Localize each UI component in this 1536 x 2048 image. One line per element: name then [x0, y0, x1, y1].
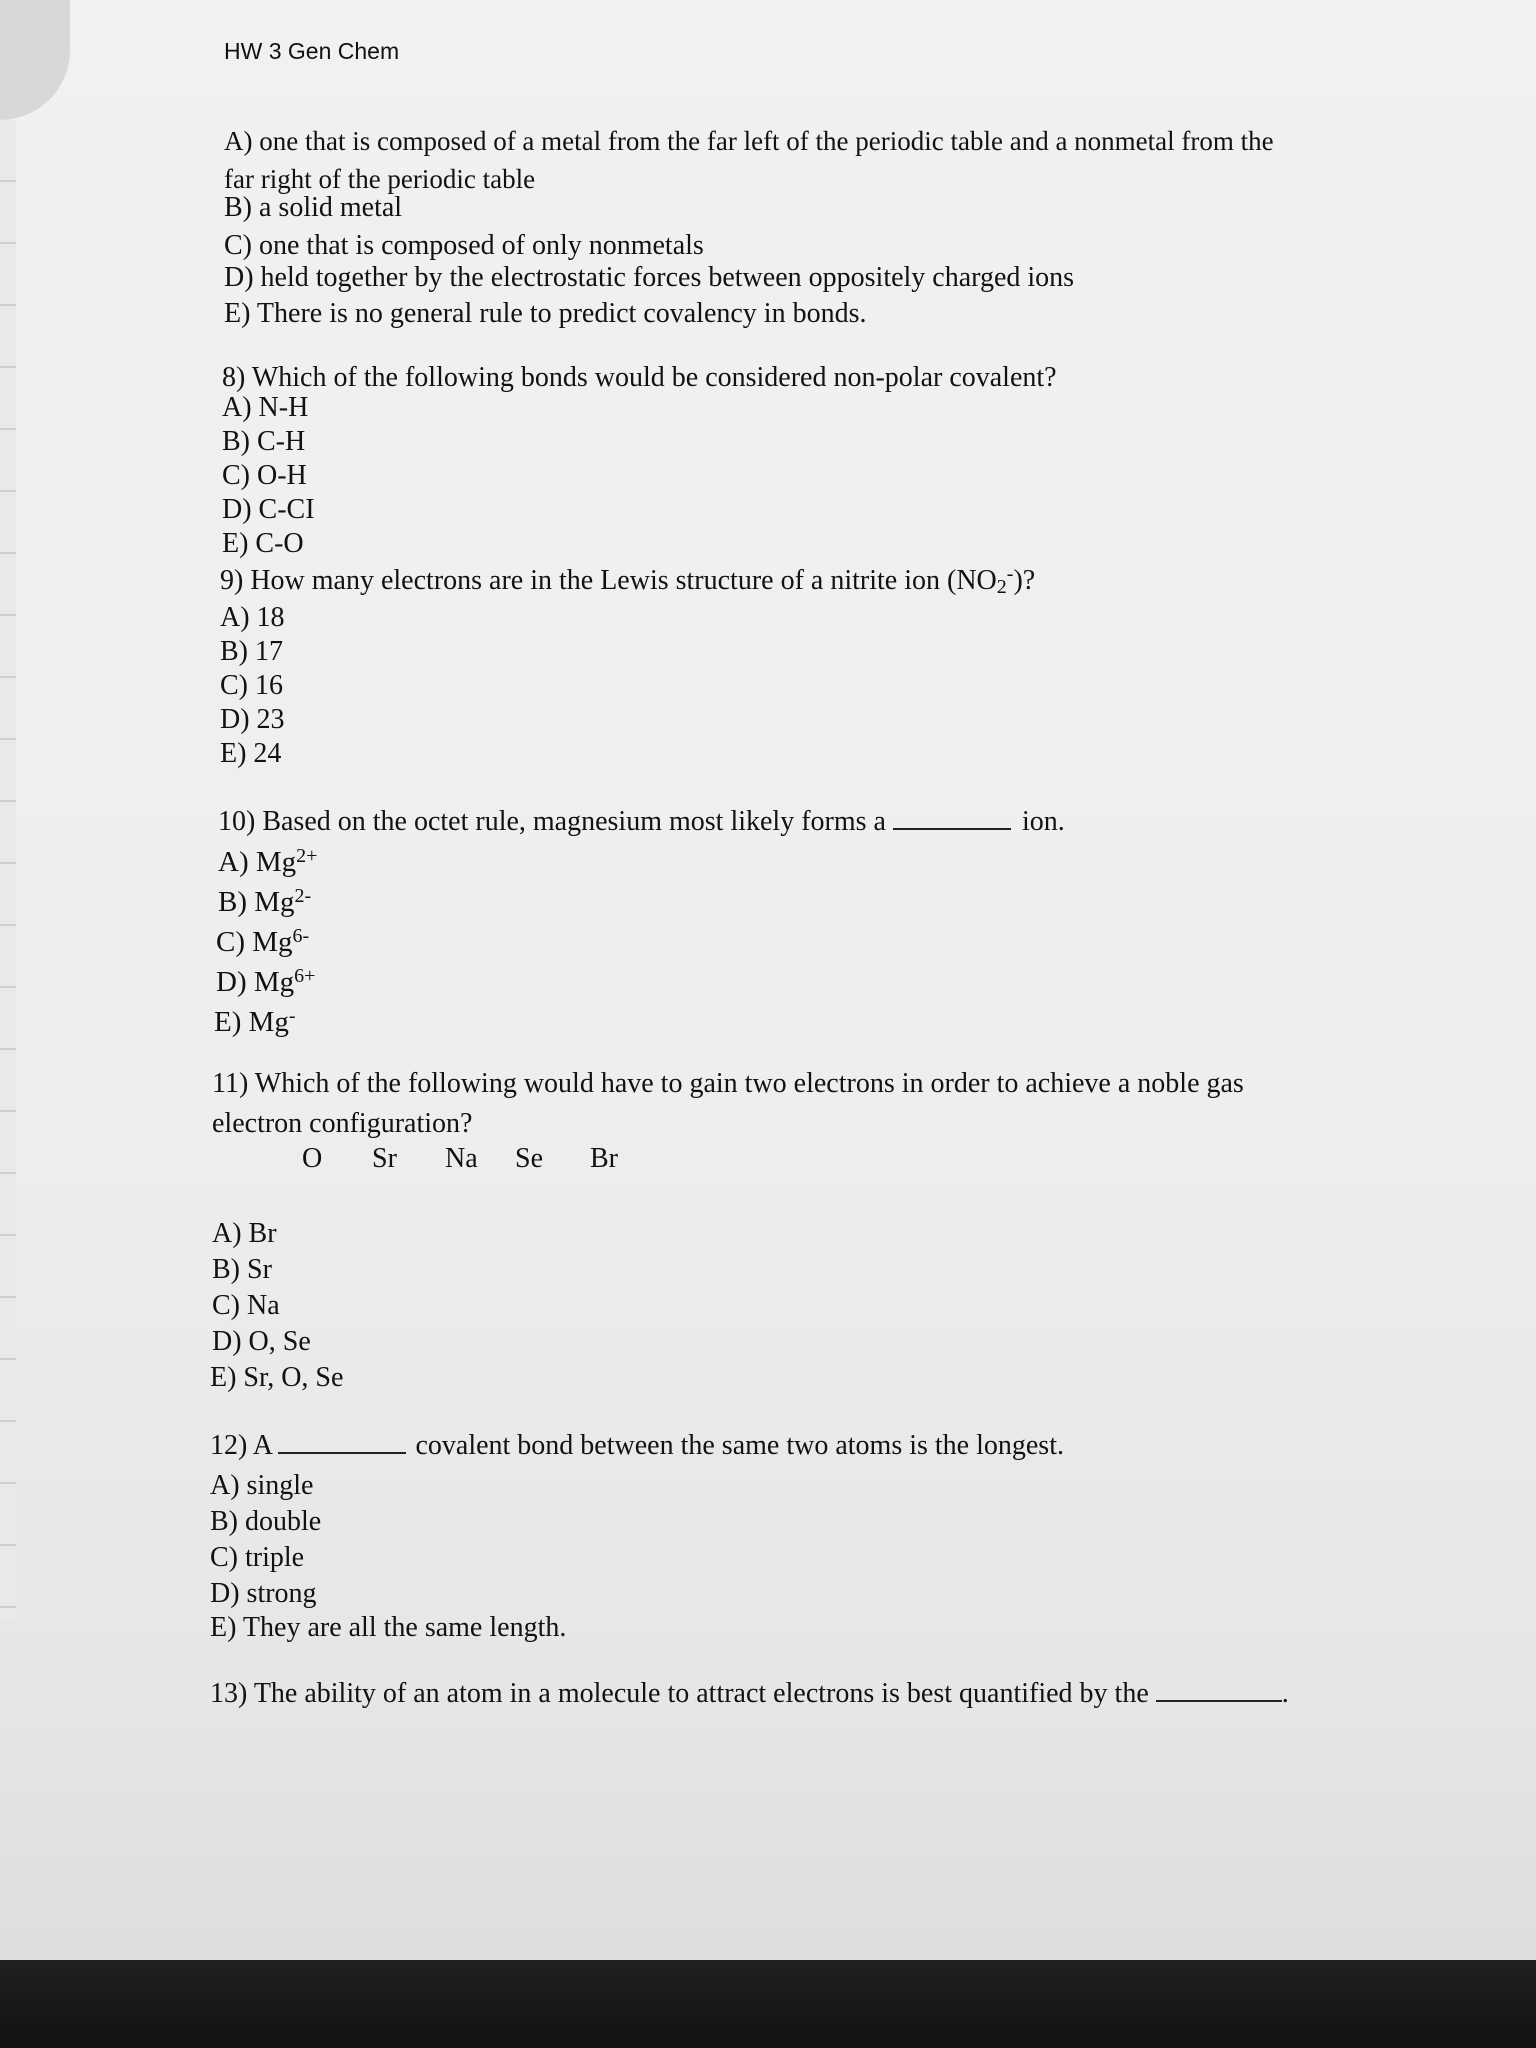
- q13-question-end: .: [1281, 1678, 1289, 1709]
- q9-option-e: E) 24: [220, 738, 282, 769]
- q8-option-e: E) C-O: [222, 528, 304, 559]
- q10-option-c-label: C) Mg: [216, 926, 293, 958]
- q9-option-c: C) 16: [220, 670, 283, 701]
- q10-option-e-charge: -: [288, 1005, 296, 1027]
- q10-option-a-label: A) Mg: [218, 846, 297, 878]
- q12-option-b: B) double: [210, 1506, 322, 1537]
- q12-question-end: covalent bond between the same two atoms is the longest.: [415, 1430, 1064, 1461]
- q10-option-d: [216, 965, 316, 998]
- q11-question-line1: 11) Which of the following would have to gain two electrons in order to achieve a noble gas: [212, 1068, 1244, 1099]
- q10-option-b-label: B) Mg: [218, 886, 295, 918]
- q7-option-c: C) one that is composed of only nonmetals: [224, 230, 704, 261]
- q12-option-c: C) triple: [210, 1542, 305, 1573]
- q8-question: 8) Which of the following bonds would be considered non-polar covalent?: [222, 362, 1057, 393]
- q12-option-d: D) strong: [210, 1578, 317, 1609]
- q9-option-b: B) 17: [220, 636, 283, 667]
- q10-option-c: [216, 925, 310, 958]
- q11-option-d: D) O, Se: [212, 1326, 311, 1357]
- q13-question: [210, 1680, 1289, 1708]
- q10-option-a-charge: 2+: [296, 845, 318, 867]
- q10-option-c-charge: 6-: [292, 925, 310, 947]
- q7-option-d: D) held together by the electrostatic forces between oppositely charged ions: [224, 262, 1075, 293]
- q10-option-d-label: D) Mg: [216, 966, 295, 998]
- q10-option-a: [218, 845, 318, 878]
- q8-option-c: C) O-H: [222, 460, 307, 491]
- q11-option-c: C) Na: [212, 1290, 280, 1321]
- q10-option-e-label: E) Mg: [214, 1006, 289, 1038]
- q7-option-e: E) There is no general rule to predict covalency in bonds.: [224, 298, 867, 329]
- q13-answer-blank: [1156, 1699, 1282, 1702]
- q7-option-a: A) one that is composed of a metal from the far left of the periodic table and a nonmetal from the: [224, 126, 1274, 156]
- q12-option-a: A) single: [210, 1470, 314, 1501]
- q8-option-d: D) C-CI: [222, 494, 315, 525]
- q12-answer-blank: [278, 1451, 406, 1454]
- q11-option-b: B) Sr: [212, 1254, 272, 1285]
- q9-subscript: 2: [996, 576, 1007, 598]
- q10-option-b-charge: 2-: [294, 885, 312, 907]
- q9-superscript: -: [1006, 563, 1014, 585]
- q10-answer-blank: [893, 827, 1011, 830]
- page-left-edge: [0, 120, 16, 1620]
- q11-element: Se: [515, 1143, 543, 1174]
- q11-element: Br: [590, 1143, 618, 1174]
- q11-element: Na: [445, 1143, 478, 1174]
- q11-question-line2: electron configuration?: [212, 1108, 473, 1139]
- q10-question-text: 10) Based on the octet rule, magnesium most likely forms a: [218, 806, 886, 837]
- q9-question-text: 9) How many electrons are in the Lewis structure of a nitrite ion (NO: [220, 565, 997, 596]
- document-header: HW 3 Gen Chem: [224, 38, 400, 64]
- q10-option-b: [218, 885, 312, 918]
- page-corner-shadow: [0, 0, 70, 120]
- q7-option-a-cont: far right of the periodic table: [224, 164, 536, 194]
- q9-question-end: )?: [1013, 565, 1036, 596]
- q8-option-b: B) C-H: [222, 426, 306, 457]
- q9-option-d: D) 23: [220, 704, 285, 735]
- q11-element: Sr: [372, 1143, 397, 1174]
- q9-question: [220, 563, 1036, 598]
- q11-option-a: A) Br: [212, 1218, 277, 1249]
- q11-element: O: [302, 1143, 323, 1174]
- q10-option-e: [214, 1005, 296, 1038]
- q12-question-text: 12) A: [210, 1430, 272, 1461]
- q9-option-a: A) 18: [220, 602, 285, 633]
- q8-option-a: A) N-H: [222, 392, 309, 423]
- photo-background-edge: [0, 1960, 1536, 2048]
- q13-question-text: 13) The ability of an atom in a molecule to attract electrons is best quantified by the: [210, 1678, 1149, 1709]
- q7-option-b: B) a solid metal: [224, 192, 403, 223]
- q10-question: [218, 808, 1065, 836]
- q10-question-end: ion.: [1021, 806, 1065, 837]
- q12-question: [210, 1432, 1064, 1460]
- q11-option-e: E) Sr, O, Se: [210, 1362, 344, 1393]
- q10-option-d-charge: 6+: [294, 965, 316, 987]
- q12-option-e: E) They are all the same length.: [210, 1612, 567, 1643]
